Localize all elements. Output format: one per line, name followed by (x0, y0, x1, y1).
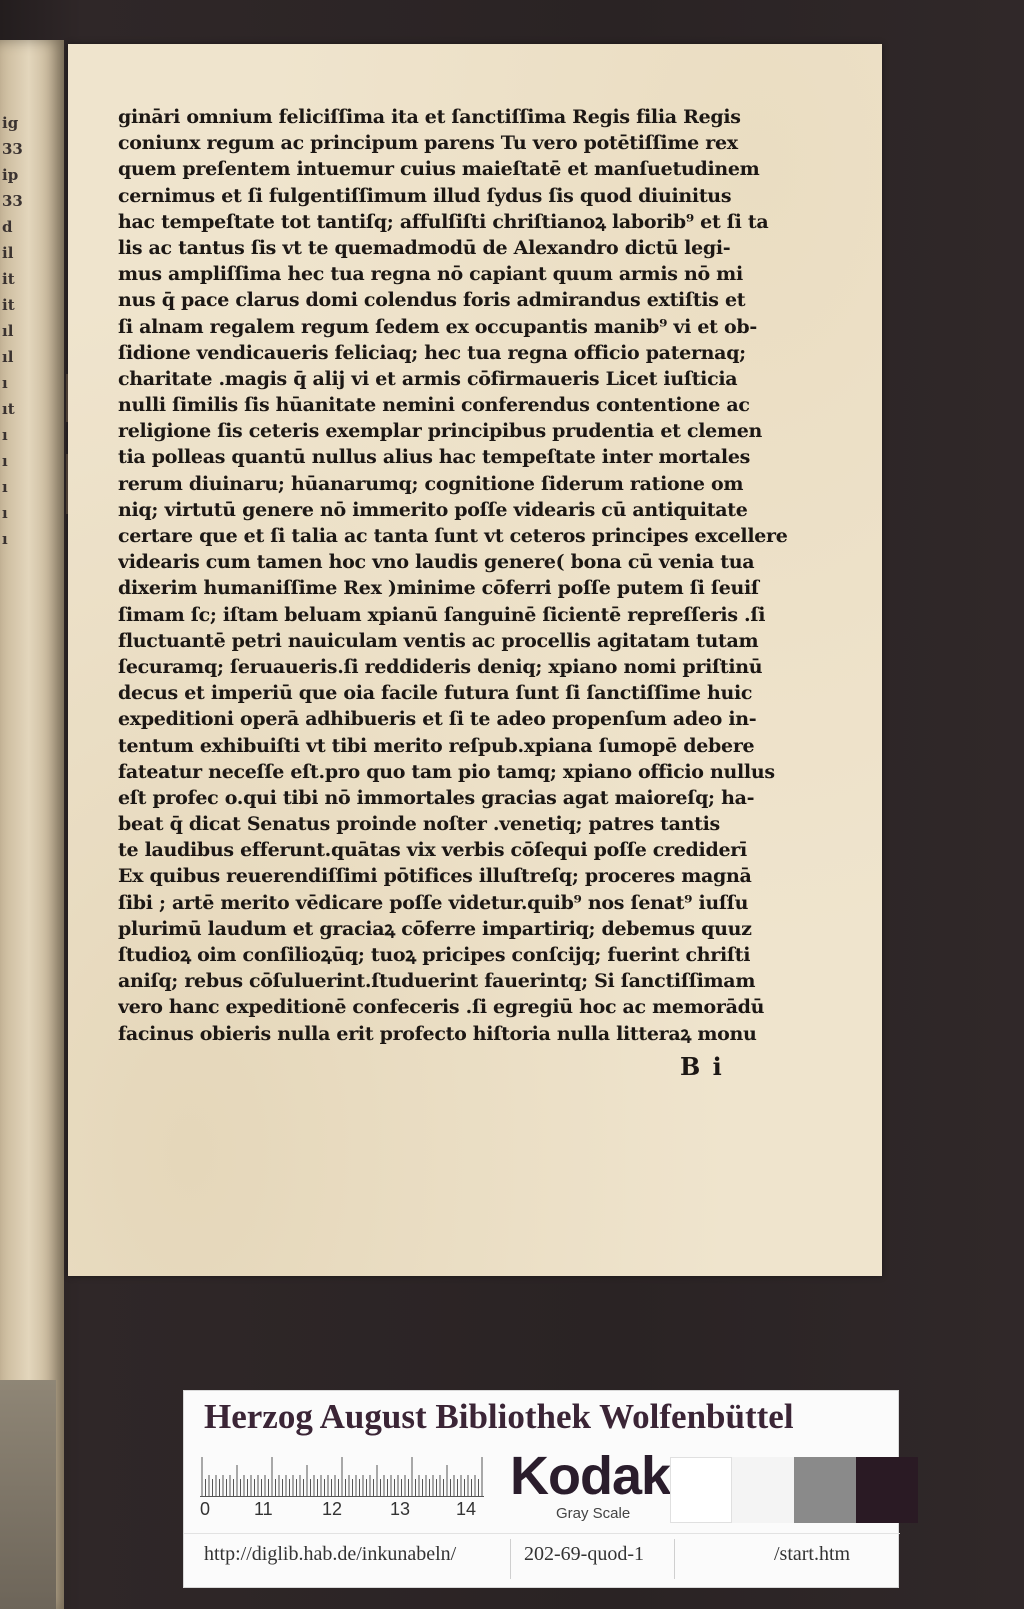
text-line: charitate .magis q̄ alij vi et armis cōfirmaueris Licet iuſticia (118, 367, 738, 390)
text-line: ſecuramq; ſeruaueris.ſi reddideris deniq; xpiano nomi priſtinū (118, 655, 763, 678)
separator (510, 1539, 511, 1579)
url-suffix: /start.htm (774, 1543, 851, 1565)
text-line: decus et imperiū que oia facile futura ſunt ſi ſanctiſſime huic (118, 682, 753, 705)
adjacent-page-shadow (0, 1380, 56, 1609)
text-line: te laudibus efferunt.quātas vix verbis cōſequi poſſe crediderī (118, 839, 747, 862)
text-line: vero hanc expeditionē confeceris .ſi egregiū hoc ac memorādū (118, 996, 765, 1019)
adjacent-page-fragment: ı (2, 478, 8, 496)
text-line: aniſq; rebus cōſuluerint.ſtuduerint fauerintq; Si ſanctiſſimam (118, 970, 756, 993)
text-line: dixerim humaniſſime Rex )minime cōferri poſſe putem ſi ſeuiſ (118, 577, 759, 600)
margin-mark (66, 454, 68, 514)
separator (674, 1539, 675, 1579)
margin-mark (66, 374, 68, 422)
text-line: niq; virtutū genere nō immerito poſſe videaris cū antiquitate (118, 498, 748, 521)
text-line: hac tempeſtate tot tantiſq; affulſiſti chriſtianoꝝ laborib⁹ et ſi ta (118, 210, 769, 233)
adjacent-page-fragment: ig (2, 114, 19, 132)
text-line: ſidione vendicaueris feliciaq; hec tua regna officio paternaq; (118, 341, 746, 364)
text-line: coniunx regum ac principum parens Tu vero potētiſſime rex (118, 132, 738, 155)
ruler-number: 0 (200, 1499, 211, 1519)
ruler-number: 11 (254, 1499, 273, 1519)
adjacent-page-fragment: ip (2, 166, 19, 184)
text-line: beat q̄ dicat Senatus proinde noſter .venetiq; patres tantis (118, 813, 720, 836)
text-line: tia polleas quantū nullus alius hac tempeſtate inter mortales (118, 446, 751, 469)
adjacent-page-fragment: ıt (2, 400, 15, 418)
adjacent-page-fragment: ı (2, 426, 8, 444)
text-line: gināri omnium feliciſſima ita et ſanctiſſima Regis filia Regis (118, 106, 741, 128)
library-title: Herzog August Bibliothek Wolfenbüttel (204, 1397, 794, 1436)
adjacent-page-fragment: ı (2, 452, 8, 470)
adjacent-page-fragment: it (2, 296, 15, 314)
text-line: lis ac tantus ſis vt te quemadmodū de Alexandro dictū legi- (118, 236, 731, 259)
text-line: cernimus et ſi fulgentiſſimum illud ſydus ſis quod diuinitus (118, 184, 732, 207)
gray-scale-label: Gray Scale (556, 1505, 631, 1522)
adjacent-page-fragment: it (2, 270, 15, 288)
ruler-numbers (200, 1499, 500, 1521)
text-line: eſt profec o.qui tibi nō immortales gracias agat maioreſq; ha- (118, 786, 755, 809)
adjacent-page-fragment: ıl (2, 322, 14, 340)
text-line: certare que et ſi talia ac tanta ſunt vt ceteros principes excellere (118, 525, 788, 547)
text-line: Ex quibus reuerendiſſimi pōtifices illuſtreſq; proceres magnā (118, 865, 752, 888)
text-line: plurimū laudum et graciaꝝ cōferre impartiriq; debemus quuz (118, 917, 752, 940)
gray-patch-mid (794, 1457, 856, 1523)
text-line: rerum diuinaru; hūanarumq; cognitione ſiderum ratione om (118, 472, 744, 495)
text-line: expeditioni operā adhibueris et ſi te adeo propenſum adeo in- (118, 708, 757, 731)
text-line: facinus obieris nulla erit profecto hiſtoria nulla litteraꝝ monu (118, 1022, 757, 1045)
ruler-number: 13 (390, 1499, 411, 1519)
manuscript-page (68, 44, 882, 1276)
text-line: videaris cum tamen hoc vno laudis genere( bona cū venia tua (118, 551, 755, 574)
text-line: fateatur neceſſe eſt.pro quo tam pio tamq; xpiano officio nullus (118, 760, 775, 783)
url-prefix: http://diglib.hab.de/inkunabeln/ (204, 1543, 457, 1565)
adjacent-page-fragment: ı (2, 504, 8, 522)
adjacent-page-fragment: 33 (2, 140, 23, 158)
text-line: religione ſis ceteris exemplar principibus prudentia et clemen (118, 420, 763, 443)
ruler-scale (200, 1457, 490, 1497)
adjacent-page-fragment: d (2, 218, 13, 236)
kodak-brand: Kodak (510, 1446, 671, 1506)
text-line: nulli ſimilis ſis hūanitate nemini conferendus contentione ac (118, 394, 750, 417)
text-line: tentum exhibuiſti vt tibi merito reſpub.xpiana ſumopē debere (118, 734, 755, 757)
text-line: ſibi ; artē merito vēdicare poſſe videtur.quib⁹ nos ſenat⁹ iuſſu (118, 891, 749, 914)
text-line: quem preſentem intuemur cuius maieſtatē et manſuetudinem (118, 158, 760, 181)
adjacent-page-fragment: il (2, 244, 14, 262)
gray-patch-white (670, 1457, 732, 1523)
text-line: ſtudioꝝ oim conſilioꝝūq; tuoꝝ pricipes conſcijq; fuerint chriſti (118, 944, 751, 966)
text-line: ſi alnam regalem regum ſedem ex occupantis manib⁹ vi et ob- (118, 315, 757, 338)
ruler-number: 12 (322, 1499, 343, 1519)
card-divider (184, 1533, 900, 1534)
text-line: fluctuantē petri nauiculam ventis ac procellis agitatam tutam (118, 629, 759, 652)
color-target-card (183, 1390, 899, 1588)
text-line: nus q̄ pace clarus domi colendus foris admirandus extiſtis et (118, 289, 746, 312)
adjacent-page-edge (0, 40, 64, 1609)
adjacent-page-fragment: ıl (2, 348, 14, 366)
ruler-number: 14 (456, 1499, 477, 1519)
adjacent-page-fragment: ı (2, 530, 8, 548)
text-line: ſimam ſc; iſtam beluam xpianū ſanguinē ſicientē repreſſeris .ſi (118, 603, 766, 626)
text-line: mus ampliſſima hec tua regna nō capiant quum armis nō mi (118, 263, 743, 286)
gray-patch-light (732, 1457, 794, 1523)
incunable-text-block (118, 104, 823, 1047)
adjacent-page-fragment: 33 (2, 192, 23, 210)
shelfmark: 202-69-quod-1 (524, 1543, 644, 1565)
gray-patch-dark (856, 1457, 918, 1523)
adjacent-page-fragment: ı (2, 374, 8, 392)
signature-mark: B i (680, 1052, 724, 1081)
